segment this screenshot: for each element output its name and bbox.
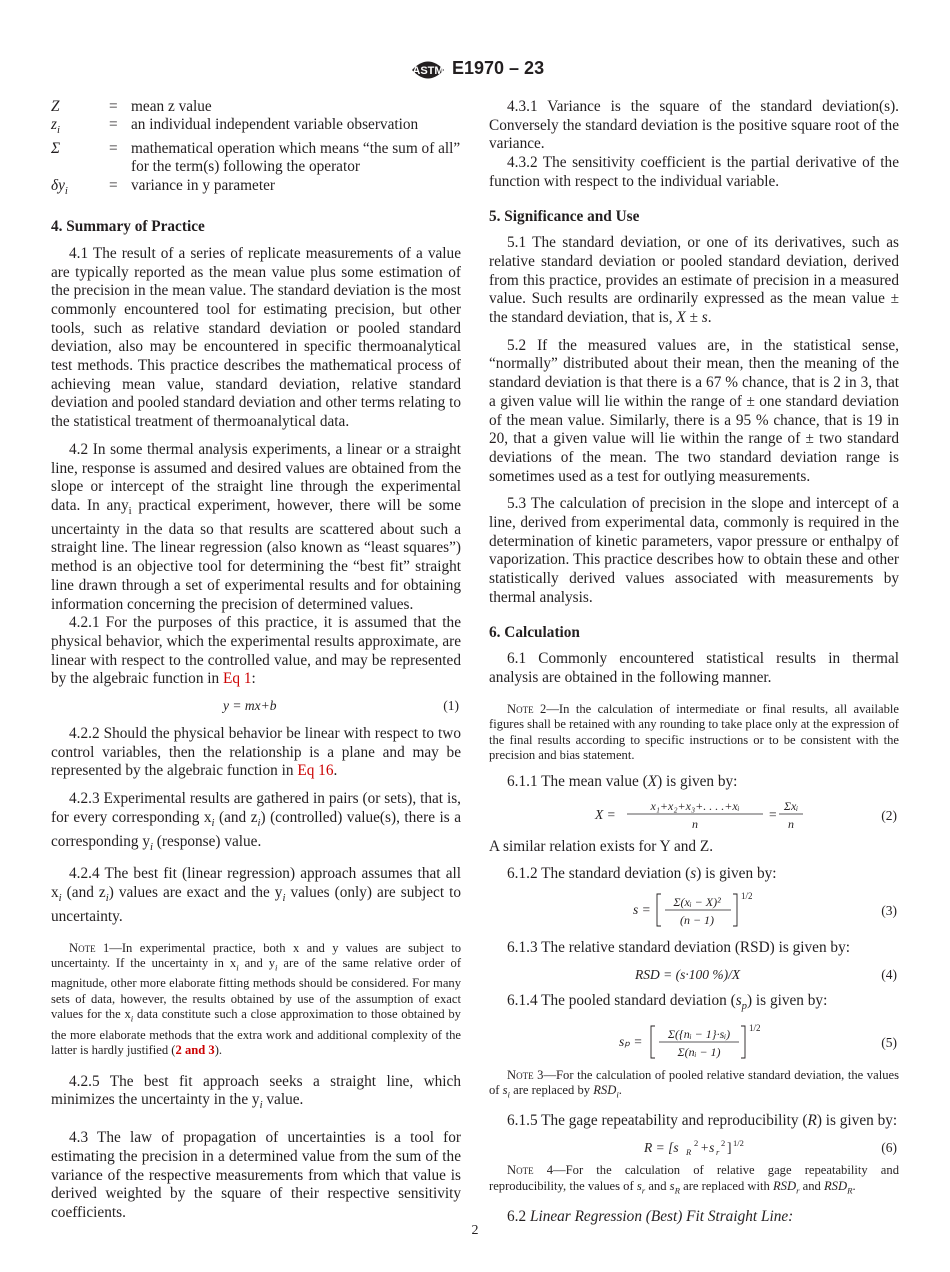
paragraph-5-1: 5.1 The standard deviation, or one of its derivatives, such as relative standard deviation or pooled standard deviation, derived from this practice, provides an estimate of precision in a measured value. Such results are ordinarily expressed as the mean value ± the standard deviation, that is, X ± s.: [489, 234, 899, 327]
paragraph-5-2: 5.2 If the measured values are, in the statistical sense, “normally” distributed about their mean, then the meaning of the standard deviation is that there is a 67 % chance, that is 2 in 3, that a given value will lie within the range of ± one standard deviation of the mean value. Similarly, there is a 95 % chance, that is 19 in 20, that a given value will lie within the range of ± two standard deviations of the mean. The two standard deviation range is sometimes used as a test for outlying measurements.: [489, 336, 899, 485]
note-3: Note 3—For the calculation of pooled relative standard deviation, the values of $s_i$ are replaced by $RSD_i$.: [489, 1067, 899, 1100]
paragraph-4-3: 4.3 The law of propagation of uncertainties is a tool for estimating the precision in a determined value from the sum of the variance of the respective measurements from which that value is derived weighted by the square of their respective sensitivity coefficients.: [51, 1129, 461, 1221]
equation-6-formula: [644, 1137, 804, 1157]
section-6-heading: 6. Calculation: [489, 623, 580, 641]
paragraph-5-3: 5.3 The calculation of precision in the slope and intercept of a line, derived from experimental data, commonly is required in the determination of kinetic parameters, vapor pressure or enthalpy of vaporization. This practice describes how to obtain these and other statistically derived values associated with measurements by thermal analysis.: [489, 495, 899, 606]
svg-text:n: n: [788, 816, 794, 831]
similar-relation-text: A similar relation exists for Y and Z.: [489, 837, 714, 855]
svg-text:2: 2: [721, 1138, 726, 1149]
symbol-row: Σ = mathematical operation which means “the sum of all” for the term(s) following the operator: [51, 139, 461, 176]
paragraph-4-3-1: 4.3.1 Variance is the square of the standard deviation(s). Conversely the standard deviation is the positive square root of the variance.: [489, 98, 899, 153]
equation-6: R = [s R 2 +s r 2 ] 1/2 (6): [644, 1138, 897, 1158]
eq-1-link[interactable]: Eq 1: [223, 670, 252, 688]
eq-16-link[interactable]: Eq 16: [297, 762, 334, 780]
svg-text:r: r: [716, 1147, 720, 1158]
paragraph-6-1-5: 6.1.5 The gage repeatability and reproducibility (R) is given by:: [507, 1112, 898, 1130]
svg-text:Σ({nᵢ − 1}·sᵢ): Σ({nᵢ − 1}·sᵢ): [667, 1026, 731, 1041]
symbol-row: Z = mean z value: [51, 98, 212, 115]
svg-text:ASTM: ASTM: [412, 65, 444, 77]
svg-text:]: ]: [727, 1140, 732, 1156]
symbol-row: $\delta y_i$ = variance in y parameter: [51, 176, 275, 197]
svg-text:R: R: [686, 1147, 692, 1158]
svg-text:Σ(nᵢ − 1): Σ(nᵢ − 1): [677, 1044, 721, 1059]
svg-text:1/2: 1/2: [749, 1022, 761, 1033]
paragraph-4-2-5: 4.2.5 The best fit approach seeks a straight line, which minimizes the uncertainty in the $y_i$ value.: [51, 1072, 461, 1112]
note-1: Note 1—In experimental practice, both x and y values are subject to uncertainty. If the uncertainty in $x_i$ and $y_i$ are of the same relative order of magnitude, other more elaborate fitting methods should be considered. For many sets of data, however, the results obtained by use of the assumption of exact values for the $x_i$ data constitute such a close approximation to those obtained by the more elaborate methods that the extra work and additional complexity of the latter is hardly justified (2 and 3).: [51, 940, 462, 1058]
svg-text:n: n: [692, 816, 698, 831]
paragraph-6-1: 6.1 Commonly encountered statistical results in thermal analysis are obtained in the following manner.: [489, 650, 899, 686]
document-id: E1970 – 23: [452, 58, 545, 78]
paragraph-4-2-3: 4.2.3 Experimental results are gathered in pairs (or sets), that is, for every corresponding $x_i$ (and $z_i$) (controlled) value(s), there is a corresponding $y_i$ (response) value.: [51, 790, 462, 853]
svg-text:1/2: 1/2: [741, 891, 753, 902]
equation-2: X = x₁+x₂+x₃+. . . .+xᵢ n = Σxᵢ n (2): [595, 798, 897, 831]
symbol-list: [51, 98, 461, 200]
svg-text:Σxᵢ: Σxᵢ: [783, 798, 799, 813]
paragraph-6-1-2: 6.1.2 The standard deviation (s) is given by:: [507, 865, 777, 883]
paragraph-4-2-2: 4.2.2 Should the physical behavior be linear with respect to two control variables, then the relationship is a plane and may be represented by the algebraic function in Eq 16.: [51, 725, 461, 780]
page-number: 2: [471, 1223, 479, 1238]
svg-text:1/2: 1/2: [733, 1138, 744, 1149]
svg-text:Σ(xᵢ − X)²: Σ(xᵢ − X)²: [673, 895, 721, 910]
paragraph-4-2-1: 4.2.1 For the purposes of this practice, it is assumed that the physical behavior, which the experimental results approximate, are linear with respect to the controlled value, and may be represented by the algebraic function in Eq 1:: [51, 614, 461, 688]
svg-text:X =: X =: [595, 806, 616, 822]
note-2: Note 2—In the calculation of intermediate or final results, all available figures shall be retained with any rounding to take place only at the expression of the final results according to specific instructions or to be consistent with the precision and bias statement.: [489, 701, 899, 763]
astm-logo: [409, 57, 447, 83]
paragraph-6-1-1: 6.1.1 The mean value (X) is given by:: [507, 773, 738, 791]
svg-text:+s: +s: [700, 1140, 715, 1156]
svg-text:=: =: [769, 806, 777, 822]
reference-link[interactable]: 2 and 3: [175, 1043, 215, 1058]
equation-5: sₚ = Σ({nᵢ − 1}·sᵢ) Σ(nᵢ − 1) 1/2 (5): [489, 1022, 899, 1062]
symbol-row: $z_i$ = an individual independent variable observation: [51, 116, 419, 137]
section-4-heading: 4. Summary of Practice: [51, 218, 205, 236]
svg-text:2: 2: [694, 1138, 699, 1149]
left-column: [51, 98, 461, 1223]
svg-text:x₁+x₂+x₃+. . . .+xᵢ: x₁+x₂+x₃+. . . .+xᵢ: [650, 798, 740, 813]
svg-text:R = [s: R = [s: [644, 1140, 679, 1156]
equation-2-formula: [595, 798, 895, 832]
equation-3-formula: [633, 890, 833, 930]
section-5-heading: 5. Significance and Use: [489, 207, 640, 225]
paragraph-4-1: 4.1 The result of a series of replicate measurements of a value are typically reported as the mean value plus some estimation of the precision in the mean value. The standard deviation is the most commonly encountered tool for estimating precision, but other tools, such as relative standard deviation or pooled standard deviation, also may be encountered in specific thermoanalytical test methods. This practice describes the mathematical process of achieving mean value, standard deviation, relative standard deviation and pooled standard deviation and other terms relating to the statistical treatment of thermoanalytical data.: [51, 244, 461, 431]
note-4: Note 4—For the calculation of relative gage repeatability and reproducibility, the values of $s_r$ and $s_R$ are replaced with $RSD_r$ and $RSD_R$.: [489, 1163, 899, 1196]
svg-text:s =: s =: [633, 902, 651, 918]
paragraph-6-2: 6.2 Linear Regression (Best) Fit Straight Line:: [507, 1207, 794, 1225]
paragraph-6-1-3: 6.1.3 The relative standard deviation (RSD) is given by:: [507, 939, 850, 957]
right-column: [489, 98, 899, 1226]
equation-5-formula: [619, 1022, 819, 1062]
equation-1: y = mx+b (1): [223, 698, 459, 714]
equation-3: s = Σ(xᵢ − X)² (n − 1) 1/2 (3): [489, 890, 899, 930]
paragraph-4-2: 4.2 In some thermal analysis experiments, a linear or a straight line, response is assumed and desired values are obtained from the slope or intercept of the straight line through the experimental data. In any$_i$ practical experiment, however, there will be some uncertainty in the data so that results are scattered about such a straight line. The linear regression (also known as “least squares”) method is an objective tool for determining the “best fit” straight line drawn through a set of experimental results and for obtaining information concerning the precision of determined values.: [51, 440, 461, 613]
paragraph-6-1-4: 6.1.4 The pooled standard deviation $(s_p)$ is given by:: [507, 991, 828, 1012]
paragraph-4-3-2: 4.3.2 The sensitivity coefficient is the partial derivative of the function with respect to the individual variable.: [489, 154, 899, 190]
svg-text:sₚ =: sₚ =: [619, 1033, 643, 1049]
svg-text:(n − 1): (n − 1): [679, 913, 715, 928]
equation-4: RSD = (s·100 %)/X (4): [635, 966, 897, 982]
page-header: [0, 57, 950, 83]
paragraph-4-2-4: 4.2.4 The best fit (linear regression) approach assumes that all $x_i$ (and $z_i$) values are exact and the $y_i$ values (only) are subject to uncertainty.: [51, 865, 462, 925]
